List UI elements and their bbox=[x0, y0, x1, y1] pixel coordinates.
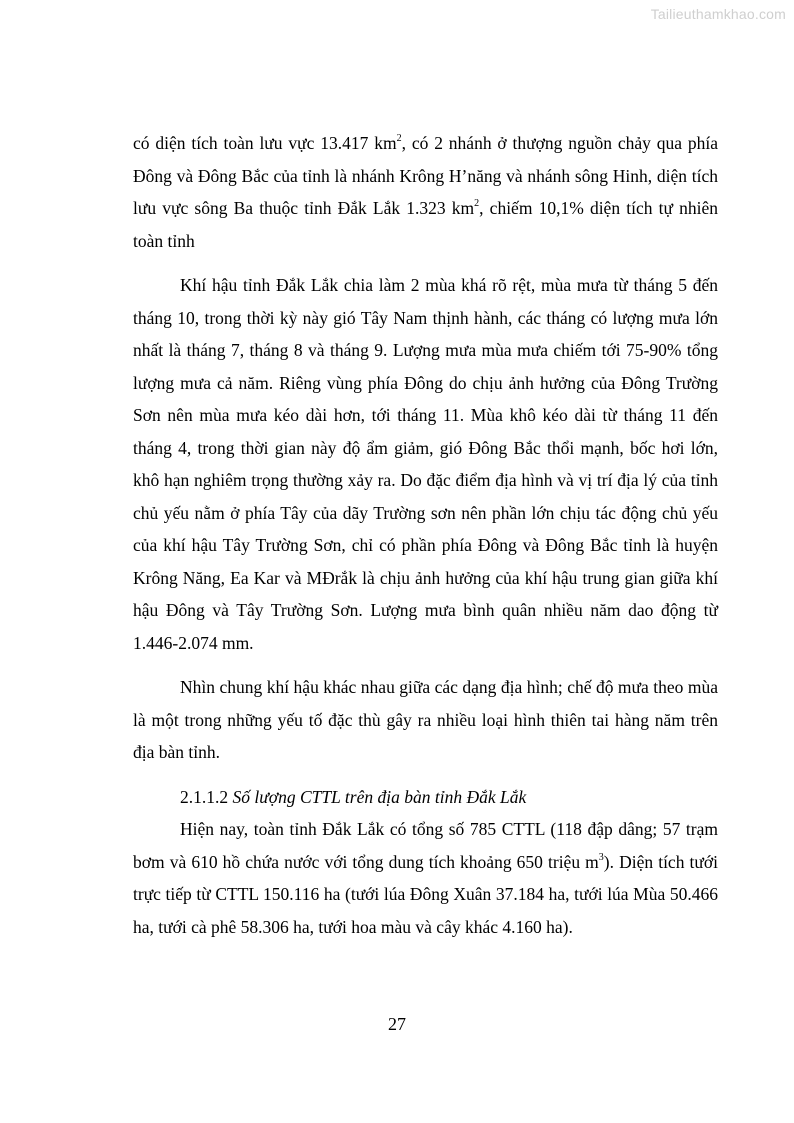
section-heading bbox=[133, 781, 718, 814]
superscript-2: 2 bbox=[396, 133, 402, 145]
paragraph-basin bbox=[133, 127, 718, 257]
watermark: Tailieuthamkhao.com bbox=[650, 6, 786, 22]
paragraph-basin-text-b: , có 2 nhánh ở thượng nguồn chảy qua phía Đông và Đông Bắc của tỉnh là nhánh Krông H’năng và nhánh sông Hinh, diện tích lưu vực sông Ba thuộc tỉnh Đắk Lắk 1.323 km bbox=[133, 133, 718, 218]
paragraph-climate: Khí hậu tỉnh Đắk Lắk chia làm 2 mùa khá rõ rệt, mùa mưa từ tháng 5 đến tháng 10, trong thời kỳ này gió Tây Nam thịnh hành, các tháng có lượng mưa lớn nhất là tháng 7, tháng 8 và tháng 9. Lượng mưa mùa mưa chiếm tới 75-90% tổng lượng mưa cả năm. Riêng vùng phía Đông do chịu ảnh hưởng của Đông Trường Sơn nên mùa mưa kéo dài hơn, tới tháng 11. Mùa khô kéo dài từ tháng 11 đến tháng 4, trong thời gian này độ ẩm giảm, gió Đông Bắc thổi mạnh, bốc hơi lớn, khô hạn nghiêm trọng thường xảy ra. Do đặc điểm địa hình và vị trí địa lý của tỉnh chủ yếu nằm ở phía Tây của dãy Trường sơn nên phần lớn chịu tác động chủ yếu của khí hậu Tây Trường Sơn, chỉ có phần phía Đông và Đông Bắc tỉnh là huyện Krông Năng, Ea Kar và MĐrắk là chịu ảnh hưởng của khí hậu trung gian giữa khí hậu Đông và Tây Trường Sơn. Lượng mưa bình quân nhiều năm dao động từ 1.446-2.074 mm. bbox=[133, 275, 718, 653]
superscript-3: 3 bbox=[598, 851, 604, 863]
paragraph-basin-text-c: , chiếm 10,1% diện tích tự nhiên toàn tỉnh bbox=[133, 198, 718, 251]
document-body bbox=[133, 127, 718, 943]
paragraph-climate-summary: Nhìn chung khí hậu khác nhau giữa các dạng địa hình; chế độ mưa theo mùa là một trong những yếu tố đặc thù gây ra nhiều loại hình thiên tai hàng năm trên địa bàn tỉnh. bbox=[133, 677, 718, 762]
paragraph-basin-text-a: có diện tích toàn lưu vực 13.417 km bbox=[133, 133, 397, 153]
page-number: 27 bbox=[388, 1014, 406, 1034]
paragraph-irrigation-text-b: ). Diện tích tưới trực tiếp từ CTTL 150.116 ha (tưới lúa Đông Xuân 37.184 ha, tưới lúa Mùa 50.466 ha, tưới cà phê 58.306 ha, tưới hoa màu và cây khác 4.160 ha). bbox=[133, 851, 718, 937]
paragraph-irrigation-text-a: Hiện nay, toàn tỉnh Đắk Lắk có tổng số 785 CTTL (118 đập dâng; 57 trạm bơm và 610 hồ chứa nước với tổng dung tích khoảng 650 triệu m bbox=[133, 819, 718, 872]
paragraph-irrigation bbox=[133, 813, 718, 943]
superscript-2: 2 bbox=[474, 198, 480, 210]
section-title: Số lượng CTTL trên địa bàn tỉnh Đắk Lắk bbox=[232, 786, 527, 807]
section-number: 2.1.1.2 bbox=[180, 786, 229, 807]
